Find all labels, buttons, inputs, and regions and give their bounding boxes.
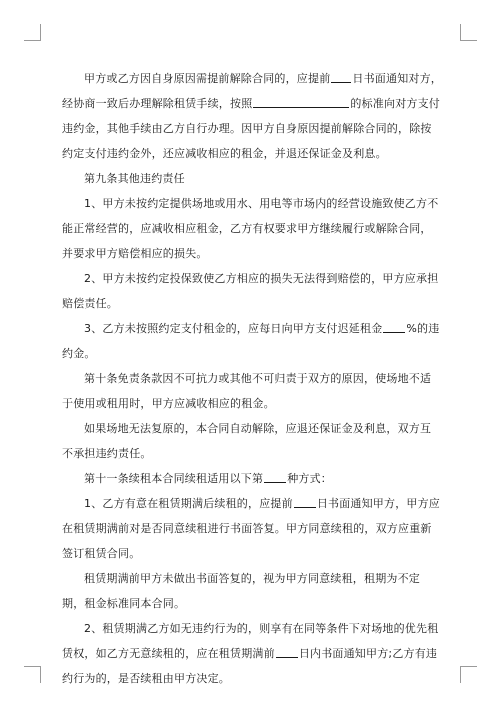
text-segment: 第十一条续租本合同续租适用以下第 xyxy=(84,472,264,485)
blank-renewal-option xyxy=(264,470,286,483)
blank-renewal-notice-days xyxy=(294,495,316,508)
crop-mark-bottom-right xyxy=(460,666,477,683)
text-segment: 日书面通知甲方，甲方应在租赁期满前对是否同意续租进行书面答复。甲方同意续租的，双方应重新签订租赁合同。 xyxy=(62,497,441,560)
article-11 xyxy=(62,466,442,491)
text-segment: 种方式： xyxy=(287,472,333,485)
article-10: 第十条免责条款因不可抗力或其他不可归责于双方的原因，使场地不适于使用或租用时，甲方应减收相应的租金。 xyxy=(62,372,432,410)
crop-mark-top-right xyxy=(460,24,477,41)
article-9-title: 第九条其他违约责任 xyxy=(84,172,185,185)
text-segment: 日内书面通知甲方;乙方有违约行为的，是否续租由甲方决定。 xyxy=(62,647,438,685)
text-segment: 日书面通知对方，经协商一致后办理解除租赁手续，按照 xyxy=(62,72,443,110)
blank-penalty-percent xyxy=(383,320,405,333)
text-segment: 甲方或乙方因自身原因需提前解除合同的，应提前 xyxy=(84,72,331,85)
text-segment: %的违约金。 xyxy=(62,322,440,360)
blank-non-renewal-days xyxy=(276,645,298,658)
crop-mark-bottom-left xyxy=(24,666,41,683)
blank-penalty-standard xyxy=(253,95,349,108)
text-segment: 1、乙方有意在租赁期满后续租的，应提前 xyxy=(84,497,293,510)
paragraph-9-2: 2、甲方未按约定投保致使乙方相应的损失无法得到赔偿的，甲方应承担赔偿责任。 xyxy=(62,272,439,310)
text-segment: 2、租赁期满乙方如无违约行为的，则享有在同等条件下对场地的优先租赁权，如乙方无意续租的，应在租赁期满前 xyxy=(62,622,439,660)
paragraph-9-1: 1、甲方未按约定提供场地或用水、用电等市场内的经营设施致使乙方不能正常经营的，应减收相应租金，乙方有权要求甲方继续履行或解除合同，并要求甲方赔偿相应的损失。 xyxy=(62,197,439,260)
paragraph-11-1-continued: 租赁期满前甲方未做出书面答复的，视为甲方同意续租，租期为不定期，租金标准同本合同。 xyxy=(62,572,420,610)
text-segment: 的标准向对方支付违约金，其他手续由乙方自行办理。因甲方自身原因提前解除合同的，除按约定支付违约金外，还应减收相应的租金，并退还保证金及利息。 xyxy=(62,97,441,160)
paragraph-9-3 xyxy=(62,316,442,366)
paragraph-11-1 xyxy=(62,491,442,566)
crop-mark-top-left xyxy=(24,24,41,41)
paragraph-11-2 xyxy=(62,616,442,691)
text-segment: 3、乙方未按照约定支付租金的，应每日向甲方支付迟延租金 xyxy=(84,322,383,335)
blank-notice-days xyxy=(331,70,351,83)
paragraph-early-termination xyxy=(62,66,442,166)
document-body xyxy=(62,66,442,691)
paragraph-10-continued: 如果场地无法复原的，本合同自动解除，应退还保证金及利息，双方互不承担违约责任。 xyxy=(62,422,432,460)
